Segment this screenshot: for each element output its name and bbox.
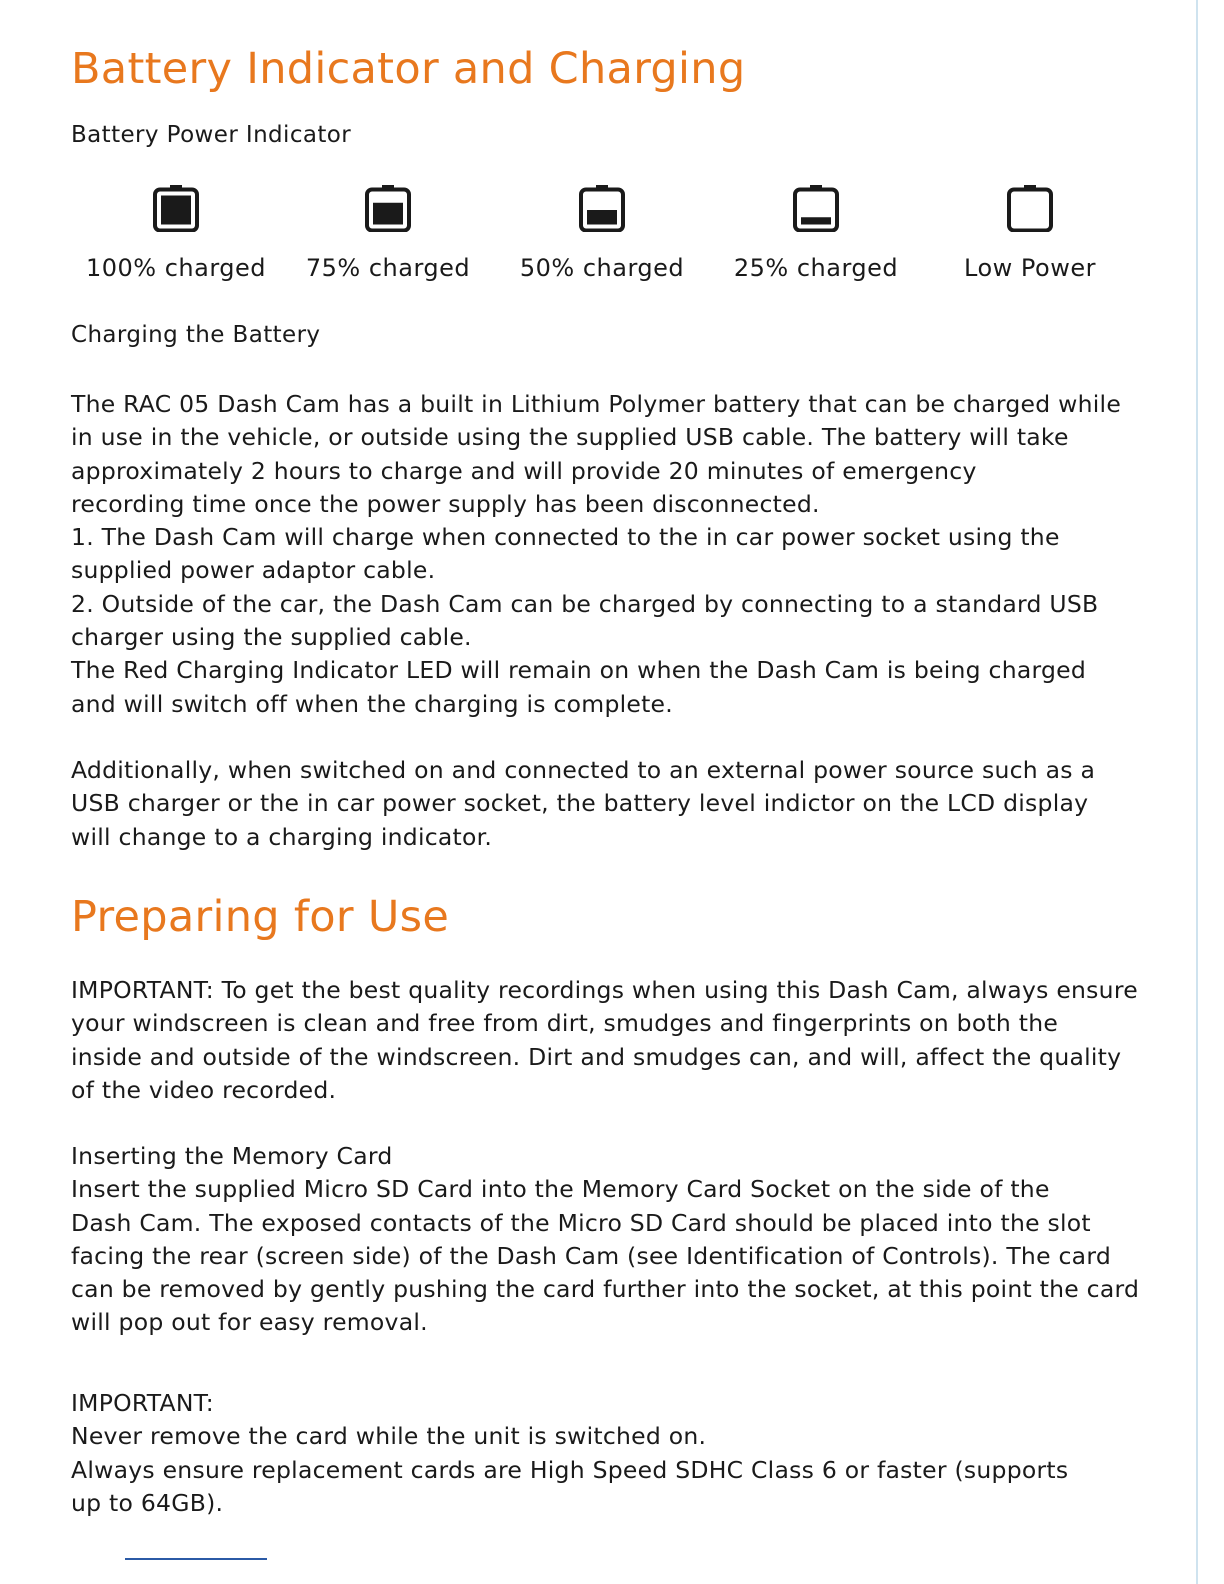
battery-level-75 [283, 184, 493, 282]
memory-card-heading: Inserting the Memory Card [71, 1142, 393, 1170]
battery-level-100 [71, 184, 281, 282]
battery-level-label: 75% charged [305, 254, 471, 282]
battery-power-heading: Battery Power Indicator [71, 122, 352, 148]
text-line: your windscreen is clean and free from dirt, smudges and fingerprints on both the [71, 1009, 1059, 1038]
section-title-battery: Battery Indicator and Charging [71, 44, 746, 94]
important-label: IMPORTANT: [71, 1389, 214, 1417]
text-line: Additionally, when switched on and connected to an external power source such as a [71, 756, 1096, 784]
battery-level-label: 50% charged [519, 254, 685, 282]
battery-indicator-row [71, 184, 1171, 294]
text-line: inside and outside of the windscreen. Dirt and smudges can, and will, affect the quality [71, 1042, 1122, 1071]
text-line: facing the rear (screen side) of the Dash Cam (see Identification of Controls). The card [71, 1241, 1111, 1270]
text-line: will change to a charging indicator. [71, 822, 493, 851]
battery-level-25 [711, 184, 921, 282]
text-line: Always ensure replacement cards are High Speed SDHC Class 6 or faster (supports [71, 1455, 1069, 1484]
important-paragraph [71, 974, 1181, 1107]
important-card-paragraph [71, 1387, 1181, 1520]
text-line: will pop out for easy removal. [71, 1308, 428, 1337]
charging-paragraph [71, 388, 1181, 721]
text-line: up to 64GB). [71, 1488, 224, 1517]
text-line: can be removed by gently pushing the card further into the socket, at this point the card [71, 1275, 1140, 1304]
text-line: approximately 2 hours to charge and will provide 20 minutes of emergency [71, 456, 977, 485]
text-line: USB charger or the in car power socket, the battery level indictor on the LCD display [71, 789, 1089, 818]
battery-three-quarter-icon [364, 184, 412, 232]
section-title-preparing: Preparing for Use [71, 892, 450, 942]
battery-level-label: Low Power [964, 254, 1096, 282]
text-line: Insert the supplied Micro SD Card into the Memory Card Socket on the side of the [71, 1175, 1050, 1204]
page-bottom-rule [125, 1558, 267, 1560]
battery-half-icon [578, 184, 626, 232]
text-line: charger using the supplied cable. [71, 623, 472, 652]
text-line: 1. The Dash Cam will charge when connected to the in car power socket using the [71, 523, 1060, 552]
battery-quarter-icon [792, 184, 840, 232]
battery-level-low [925, 184, 1135, 282]
text-line: in use in the vehicle, or outside using the supplied USB cable. The battery will take [71, 423, 1069, 452]
text-line: and will switch off when the charging is complete. [71, 689, 673, 718]
text-line: The RAC 05 Dash Cam has a built in Lithium Polymer battery that can be charged while [71, 390, 1122, 418]
battery-level-50 [497, 184, 707, 282]
battery-level-label: 25% charged [733, 254, 899, 282]
page-side-rule [1196, 0, 1198, 1584]
text-line: The Red Charging Indicator LED will remain on when the Dash Cam is being charged [71, 656, 1087, 685]
battery-full-icon [152, 184, 200, 232]
text-line: of the video recorded. [71, 1075, 337, 1104]
text-line: Never remove the card while the unit is switched on. [71, 1422, 707, 1451]
text-line: 2. Outside of the car, the Dash Cam can be charged by connecting to a standard USB [71, 589, 1099, 618]
text-line: recording time once the power supply has been disconnected. [71, 489, 820, 518]
text-line: IMPORTANT: To get the best quality recordings when using this Dash Cam, always ensure [71, 976, 1138, 1004]
charging-indicator-paragraph [71, 754, 1181, 854]
battery-empty-icon [1006, 184, 1054, 232]
text-line: Dash Cam. The exposed contacts of the Micro SD Card should be placed into the slot [71, 1208, 1091, 1237]
battery-level-label: 100% charged [85, 254, 267, 282]
memory-card-paragraph [71, 1140, 1181, 1340]
charging-heading: Charging the Battery [71, 322, 321, 348]
text-line: supplied power adaptor cable. [71, 556, 436, 585]
